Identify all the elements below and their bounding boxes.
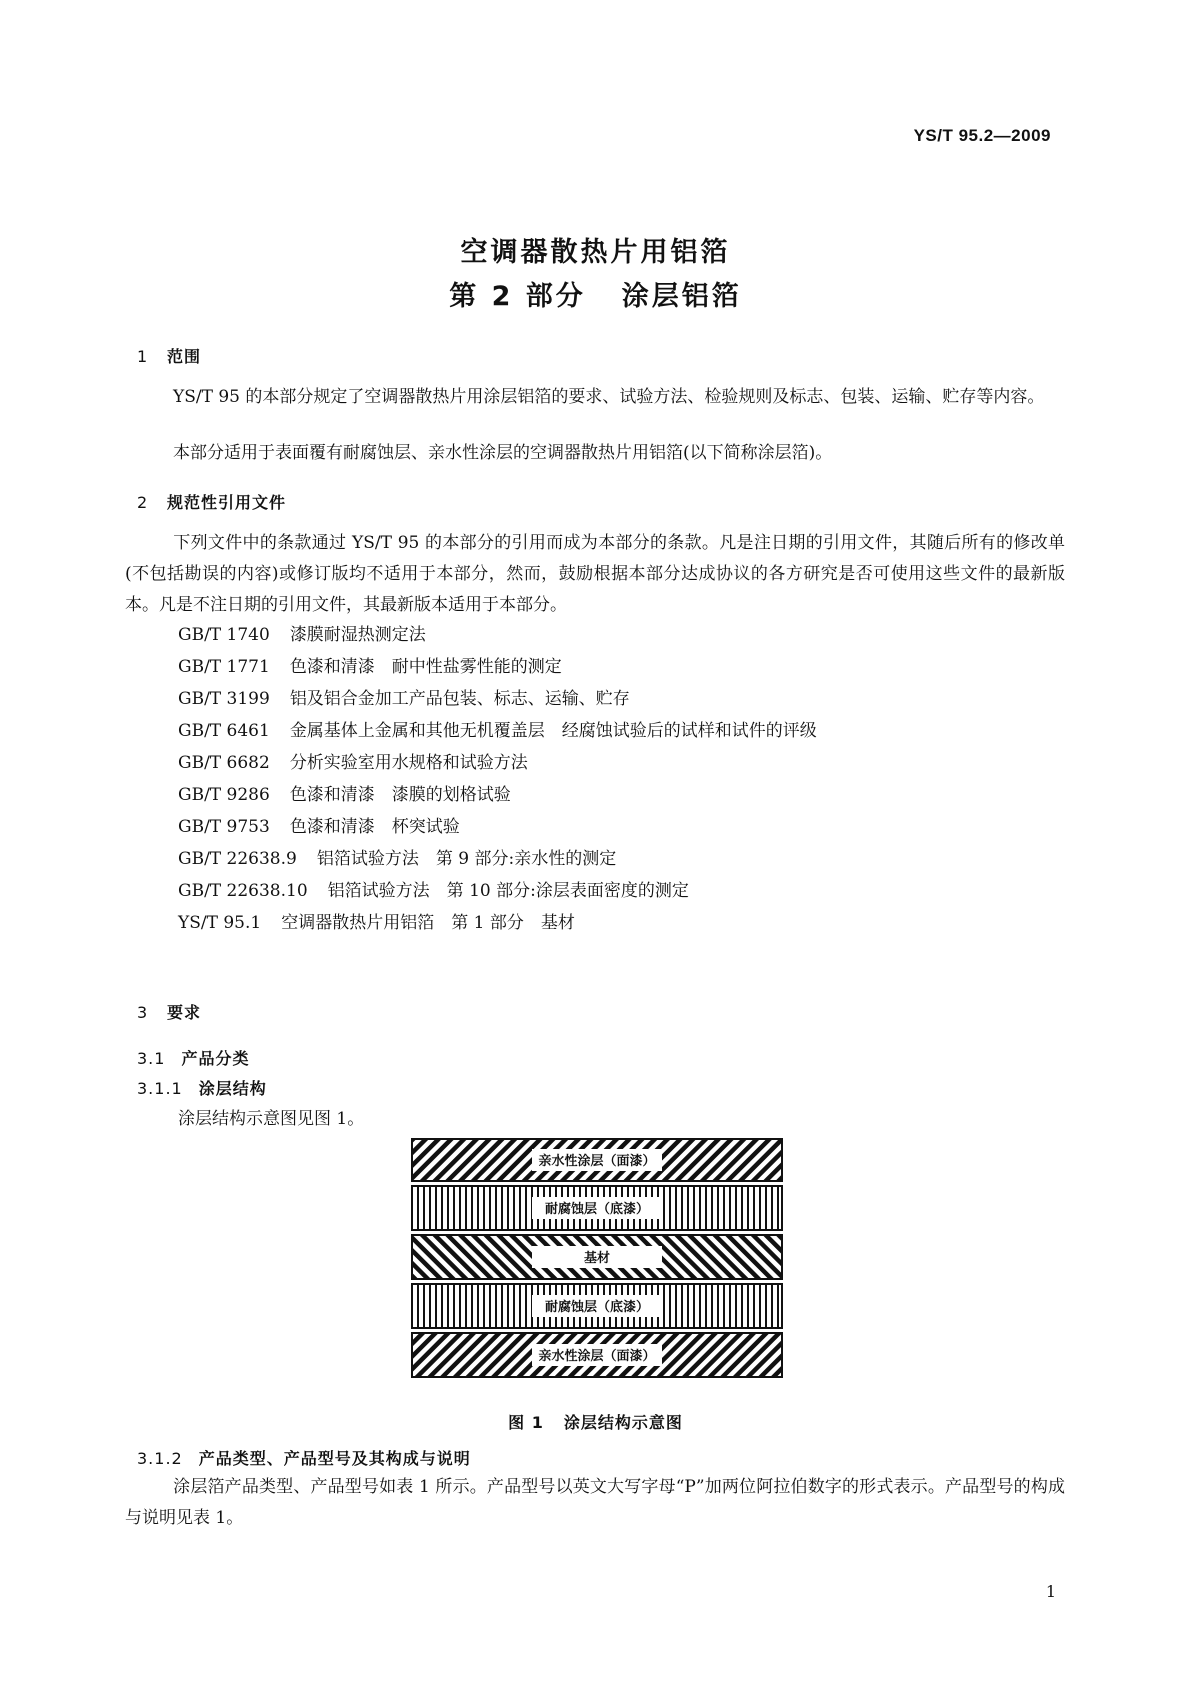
layer-substrate	[412, 1235, 782, 1279]
reference-item: GB/T 9753 色漆和清漆 杯突试验	[178, 817, 460, 837]
section-title: 范围	[167, 347, 202, 366]
section-3-heading	[137, 1000, 201, 1023]
standard-code: YS/T 95.2—2009	[913, 126, 1051, 145]
section-number: 2	[137, 493, 149, 512]
reference-item: GB/T 22638.9 铝箔试验方法 第 9 部分:亲水性的测定	[178, 849, 617, 869]
section-1-heading	[137, 344, 201, 367]
reference-item: GB/T 1771 色漆和清漆 耐中性盐雾性能的测定	[178, 657, 562, 677]
layer-label: 亲水性涂层（面漆）	[538, 1349, 656, 1364]
section-1-paragraph-1: YS/T 95 的本部分规定了空调器散热片用涂层铝箔的要求、试验方法、检验规则及标志、包装、运输、贮存等内容。	[173, 387, 1045, 407]
reference-item: GB/T 22638.10 铝箔试验方法 第 10 部分:涂层表面密度的测定	[178, 881, 689, 901]
section-title: 要求	[167, 1003, 202, 1022]
section-2-heading	[137, 490, 286, 513]
figure-reference-text: 涂层结构示意图见图 1。	[178, 1109, 365, 1129]
doc-subtitle	[0, 274, 1191, 313]
reference-item: GB/T 3199 铝及铝合金加工产品包装、标志、运输、贮存	[178, 689, 630, 709]
layer-hydrophilic-top	[412, 1139, 782, 1181]
subsection-3-1-2-paragraph: 涂层箔产品类型、产品型号如表 1 所示。产品型号以英文大写字母“P”加两位阿拉伯数字的形式表示。产品型号的构成与说明见表 1。	[125, 1477, 1065, 1528]
figure-caption: 图 1 涂层结构示意图	[508, 1413, 683, 1432]
layer-corrosion-resistant-top	[412, 1186, 782, 1230]
section-2-intro: 下列文件中的条款通过 YS/T 95 的本部分的引用而成为本部分的条款。凡是注日期的引用文件，其随后所有的修改单(不包括勘误的内容)或修订版均不适用于本部分，然而，鼓励根据本部分达成协议的各方研究是否可使用这些文件的最新版本。凡是不注日期的引用文件，其最新版本适用于本部分。	[125, 533, 1065, 615]
section-title: 规范性引用文件	[167, 493, 287, 512]
reference-item: YS/T 95.1 空调器散热片用铝箔 第 1 部分 基材	[178, 913, 575, 933]
coating-structure-diagram	[411, 1138, 783, 1378]
reference-item: GB/T 6682 分析实验室用水规格和试验方法	[178, 753, 528, 773]
layer-hydrophilic-bottom	[412, 1333, 782, 1377]
section-number: 1	[137, 347, 149, 366]
layer-corrosion-resistant-bottom	[412, 1284, 782, 1328]
layer-label: 耐腐蚀层（底漆）	[544, 1202, 650, 1217]
subsection-3-1-1-heading: 3.1.1 涂层结构	[137, 1079, 267, 1098]
part-number: 第 2 部分	[449, 281, 586, 312]
reference-item: GB/T 9286 色漆和清漆 漆膜的划格试验	[178, 785, 511, 805]
part-name: 涂层铝箔	[621, 281, 742, 312]
layer-label: 亲水性涂层（面漆）	[538, 1154, 656, 1169]
doc-title: 空调器散热片用铝箔	[460, 237, 731, 268]
section-1-paragraph-2: 本部分适用于表面覆有耐腐蚀层、亲水性涂层的空调器散热片用铝箔(以下简称涂层箔)。	[173, 443, 833, 463]
subsection-3-1-heading: 3.1 产品分类	[137, 1049, 250, 1068]
section-number: 3	[137, 1003, 149, 1022]
reference-item: GB/T 6461 金属基体上金属和其他无机覆盖层 经腐蚀试验后的试样和试件的评级	[178, 721, 817, 741]
layer-label: 耐腐蚀层（底漆）	[544, 1300, 650, 1315]
subsection-3-1-2-heading: 3.1.2 产品类型、产品型号及其构成与说明	[137, 1449, 471, 1468]
page-number: 1	[1045, 1582, 1056, 1601]
reference-item: GB/T 1740 漆膜耐湿热测定法	[178, 625, 426, 645]
layer-label: 基材	[583, 1251, 611, 1266]
